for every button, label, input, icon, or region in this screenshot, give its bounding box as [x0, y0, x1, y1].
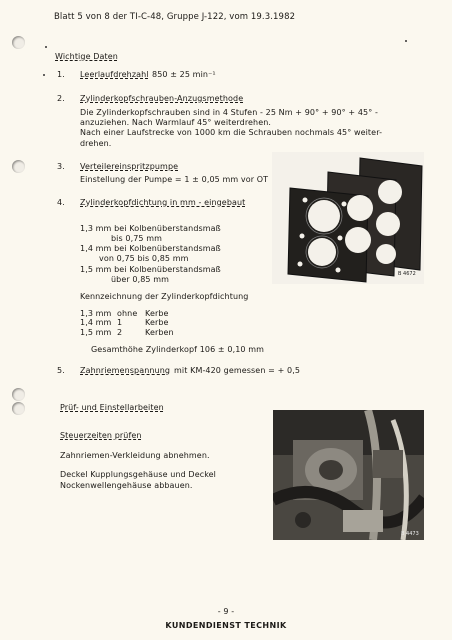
engine-photo	[273, 410, 424, 540]
head-bolt-method-label: Zylinderkopfschrauben-Anzugsmethode	[80, 94, 244, 103]
gasket-row-range: über 0,85 mm	[111, 275, 170, 284]
speck	[405, 40, 407, 42]
item-number: 4.	[57, 198, 65, 207]
page-header: Blatt 5 von 8 der TI-C-48, Gruppe J-122, vom 19.3.1982	[54, 12, 296, 22]
marking-size: 1,5 mm	[80, 328, 112, 337]
page-number: - 9 -	[217, 607, 235, 616]
section-title-inspection: Prüf- und Einstellarbeiten	[60, 403, 164, 412]
figure-code: B 4672	[398, 271, 416, 277]
idle-speed-label: Leerlaufdrehzahl	[80, 70, 149, 79]
gasket-marking-title: Kennzeichnung der Zylinderkopfdichtung	[80, 292, 249, 301]
marking-count: 2	[117, 328, 123, 337]
head-bolt-text-line: anzuziehen. Nach Warmlauf 45° weiterdrehen.	[80, 118, 272, 127]
instruction-text: Nockenwellengehäuse abbauen.	[60, 481, 193, 490]
marking-count: ohne	[117, 309, 138, 318]
gasket-row-range: von 0,75 bis 0,85 mm	[99, 254, 189, 263]
instruction-text: Zahnriemen-Verkleidung abnehmen.	[60, 451, 210, 460]
item-number: 2.	[57, 94, 65, 103]
marking-size: 1,4 mm	[80, 318, 112, 327]
marking-label: Kerben	[145, 328, 174, 337]
cylinder-head-total-height: Gesamthöhe Zylinderkopf 106 ± 0,10 mm	[91, 345, 265, 354]
punch-hole	[12, 160, 25, 173]
item-number: 5.	[57, 366, 65, 375]
belt-tension-value: mit KM-420 gemessen = + 0,5	[174, 366, 301, 375]
punch-hole	[12, 388, 25, 401]
figure-code: B 4473	[401, 531, 419, 537]
head-gasket-label: Zylinderkopfdichtung in mm - eingebaut	[80, 198, 246, 207]
idle-speed-value: 850 ± 25 min⁻¹	[152, 70, 216, 79]
subsection-timing-check: Steuerzeiten prüfen	[60, 431, 142, 440]
punch-hole	[12, 36, 25, 49]
section-title-important-data: Wichtige Daten	[55, 52, 118, 61]
footer-department: KUNDENDIENST TECHNIK	[165, 621, 287, 630]
punch-hole	[12, 402, 25, 415]
item-number: 3.	[57, 162, 65, 171]
marking-label: Kerbe	[145, 318, 169, 327]
gasket-illustration	[272, 152, 424, 284]
gasket-row: 1,3 mm bei Kolbenüberstandsmaß	[80, 224, 221, 233]
marking-count: 1	[117, 318, 123, 327]
belt-tension-label: Zahnriemenspannung	[80, 366, 171, 375]
head-bolt-text-line: Nach einer Laufstrecke von 1000 km die Schrauben nochmals 45° weiter-	[80, 128, 383, 137]
speck	[43, 74, 45, 76]
injection-pump-label: Verteilereinspritzpumpe	[80, 162, 179, 171]
speck	[45, 46, 47, 48]
instruction-text: Deckel Kupplungsgehäuse und Deckel	[60, 470, 217, 479]
gasket-row: 1,5 mm bei Kolbenüberstandsmaß	[80, 265, 221, 274]
injection-pump-setting: Einstellung der Pumpe = 1 ± 0,05 mm vor OT	[80, 175, 269, 184]
marking-size: 1,3 mm	[80, 309, 112, 318]
marking-label: Kerbe	[145, 309, 169, 318]
item-number: 1.	[57, 70, 65, 79]
head-bolt-text-line: drehen.	[80, 139, 112, 148]
head-bolt-text-line: Die Zylinderkopfschrauben sind in 4 Stufen - 25 Nm + 90° + 90° + 45° -	[80, 108, 378, 117]
gasket-row-range: bis 0,75 mm	[111, 234, 163, 243]
gasket-row: 1,4 mm bei Kolbenüberstandsmaß	[80, 244, 221, 253]
